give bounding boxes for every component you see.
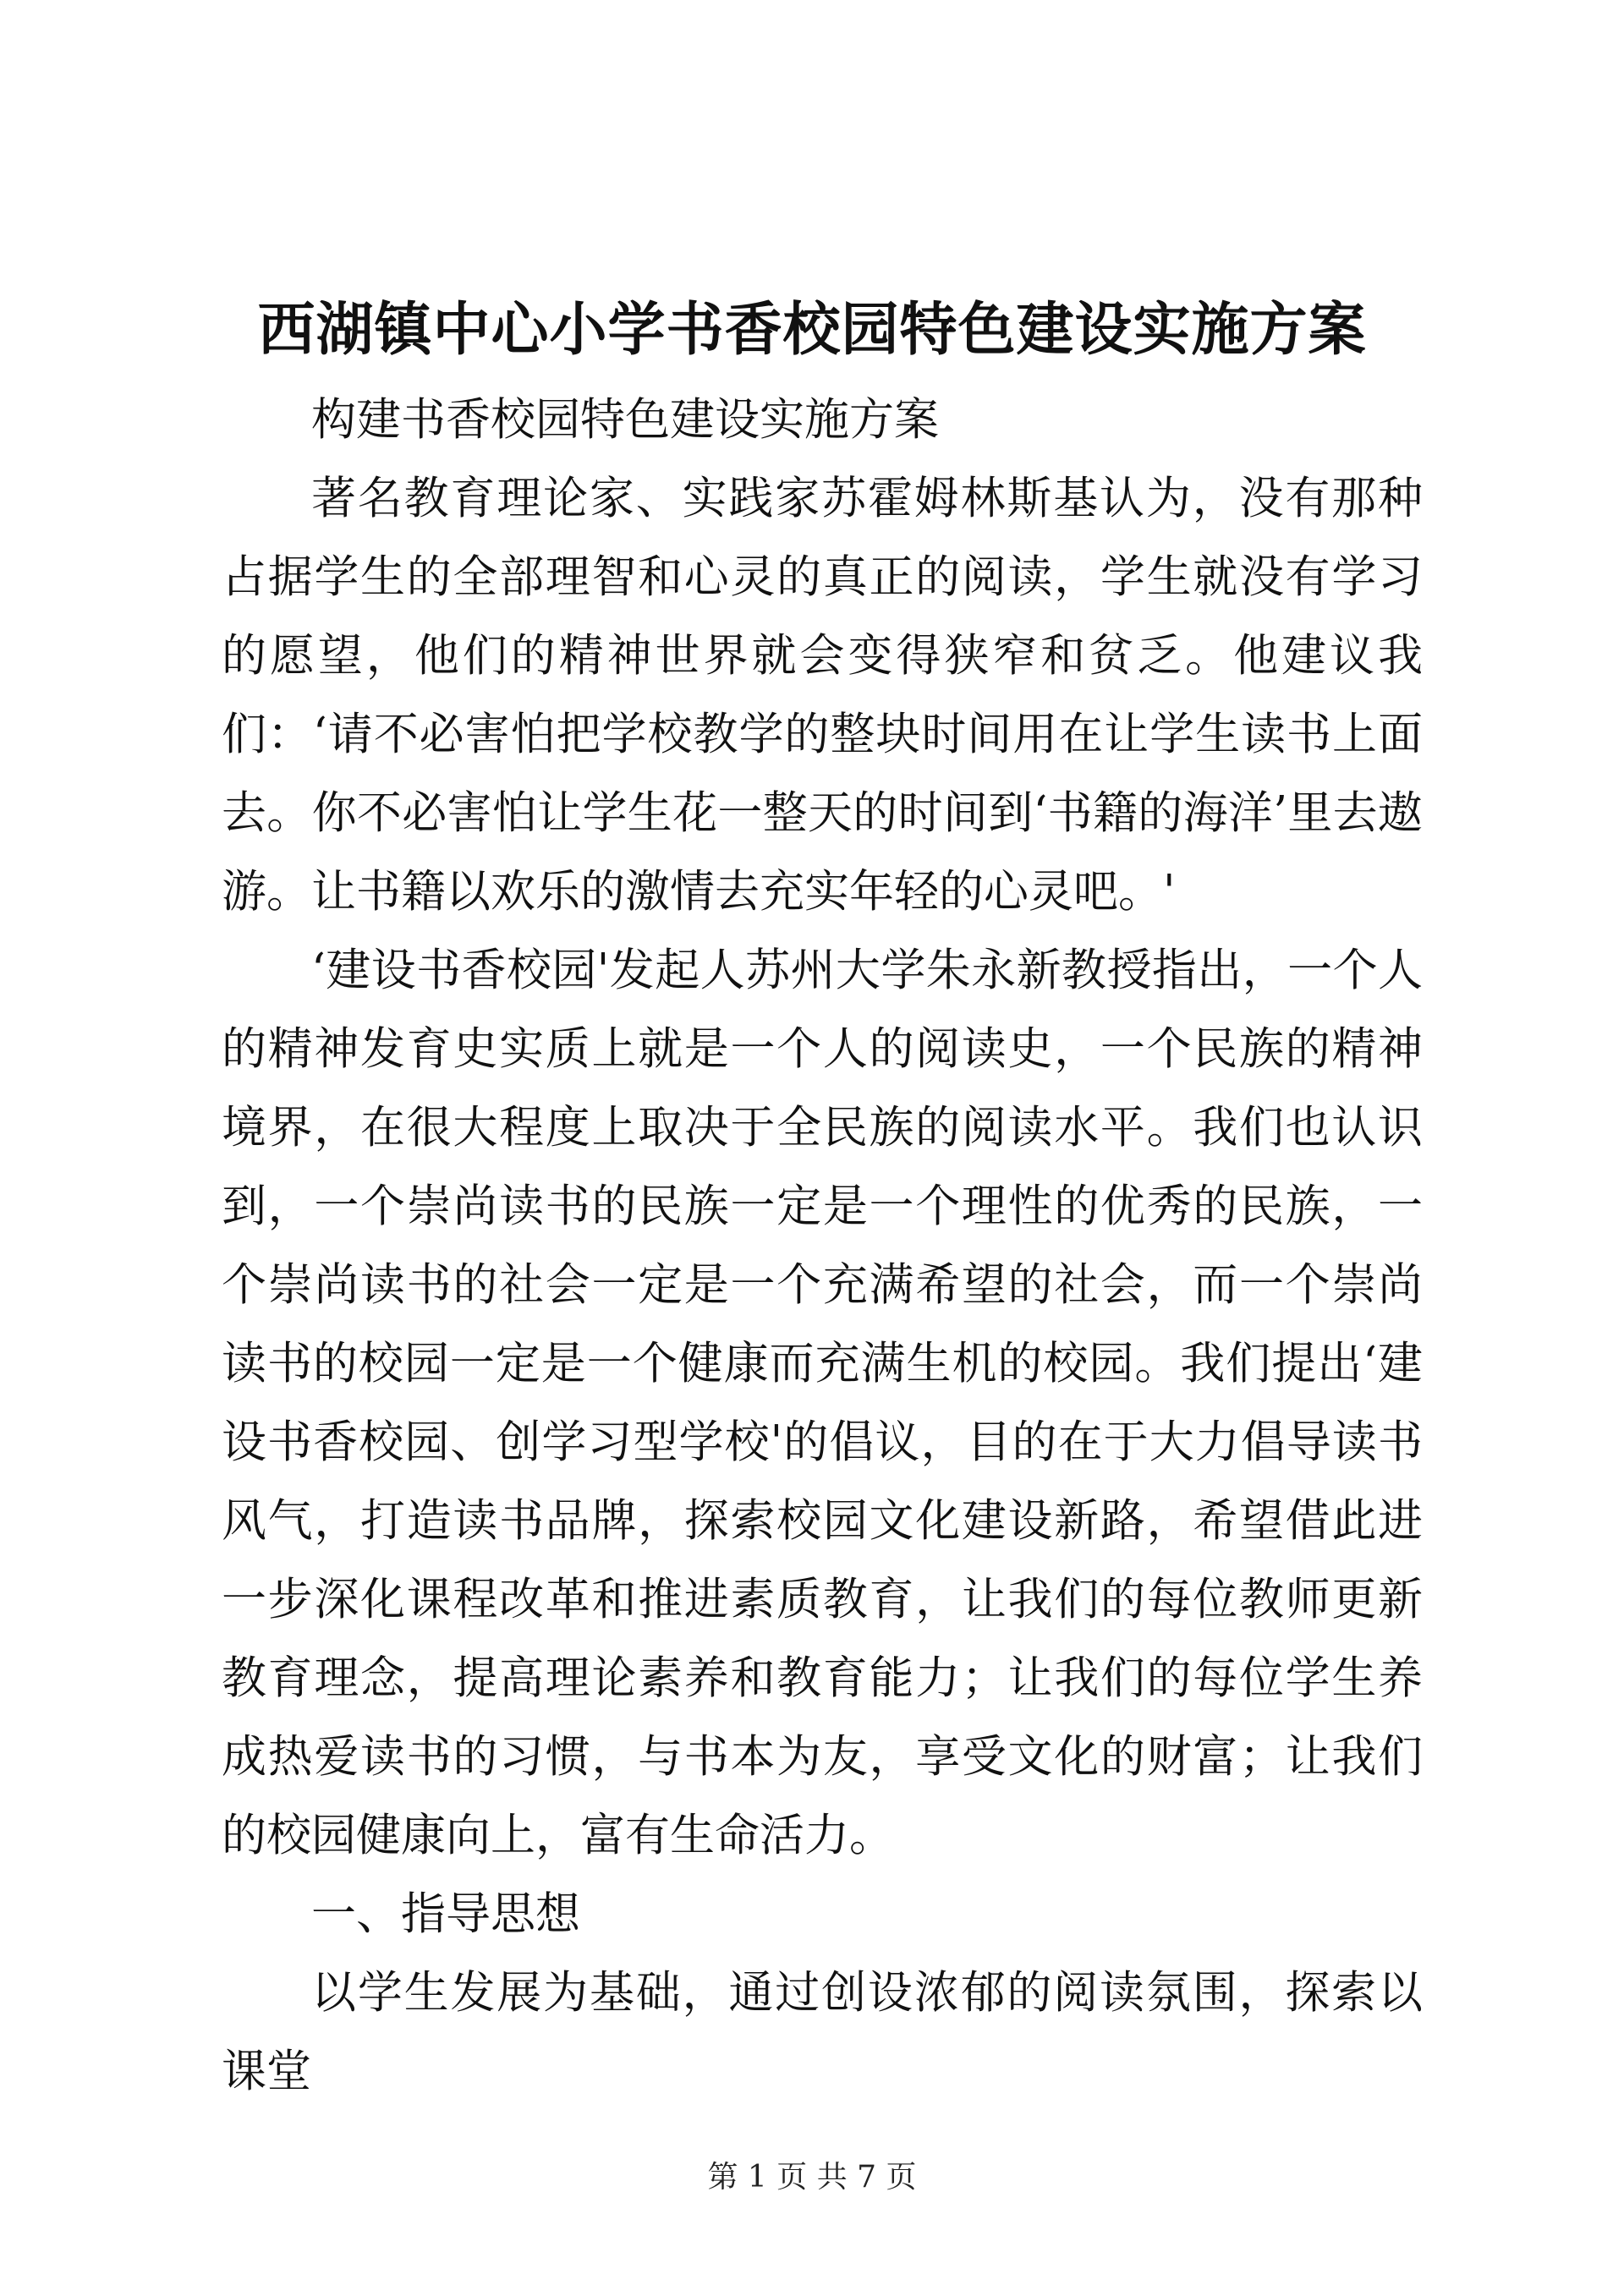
- body-paragraph: ‘建设书香校园'发起人苏州大学朱永新教授指出，一个人的精神发育史实质上就是一个人的阅读史，一个民族的精神境界，在很大程度上取决于全民族的阅读水平。我们也认识到，一个崇尚读书的民族一定是一个理性的优秀的民族，一个崇尚读书的社会一定是一个充满希望的社会，而一个崇尚读书的校园一定是一个健康而充满生机的校园。我们提出‘建设书香校园、创学习型学校'的倡议，目的在于大力倡导读书风气，打造读书品牌，探索校园文化建设新路，希望借此进一步深化课程改革和推进素质教育，让我们的每位教师更新教育理念，提高理论素养和教育能力；让我们的每位学生养成热爱读书的习惯，与书本为友，享受文化的财富；让我们的校园健康向上，富有生命活力。: [222, 945, 1423, 1861]
- document-title: 西湖镇中心小学书香校园特色建设实施方案: [257, 296, 1367, 364]
- body-paragraph: 以学生发展为基础，通过创设浓郁的阅读氛围，探索以课堂: [222, 1967, 1423, 2097]
- subtitle-paragraph: 构建书香校园特色建设实施方案: [311, 394, 939, 446]
- body-paragraph: 著名教育理论家、实践家苏霍姆林斯基认为，没有那种占据学生的全部理智和心灵的真正的阅读，学生就没有学习的愿望，他们的精神世界就会变得狭窄和贫乏。他建议我们：‘请不必害怕把学校教学的整块时间用在让学生读书上面去。你不必害怕让学生花一整天的时间到‘书籍的海洋’里去遨游。让书籍以欢乐的激情去充实年轻的心灵吧。': [222, 473, 1423, 918]
- page-number: 第 1 页 共 7 页: [707, 2160, 917, 2195]
- document-body: [222, 381, 1423, 2111]
- section-heading: 一、指导思想: [311, 1888, 580, 1940]
